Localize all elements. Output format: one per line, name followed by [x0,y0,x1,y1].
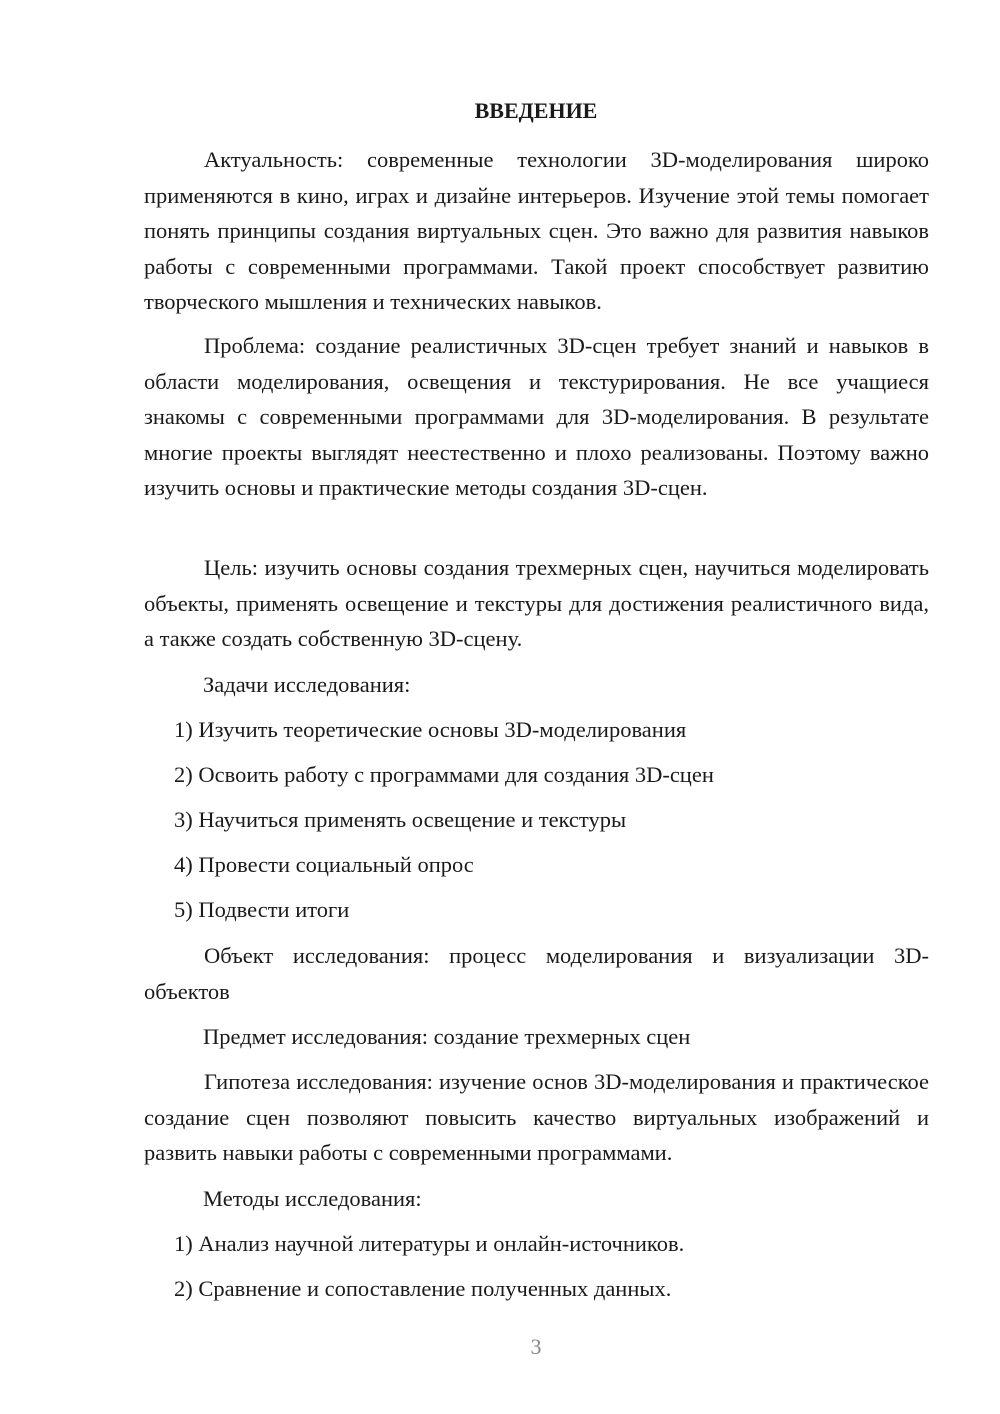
method-item: 2) Сравнение и сопоставление полученных данных. [174,1276,672,1301]
task-item: 2) Освоить работу с программами для создания 3D-сцен [174,762,714,787]
problem-paragraph: Проблема: создание реалистичных 3D-сцен требует знаний и навыков в области моделирования, освещения и текстурирования. Не все учащиеся знакомы с современными программами для 3D-моделирования. В результате многие проекты выглядят неестественно и плохо реализованы. Поэтому важно изучить основы и практические методы создания 3D-сцен. [144,333,929,500]
method-item: 1) Анализ научной литературы и онлайн-источников. [174,1231,685,1256]
methods-heading: Методы исследования: [203,1186,422,1211]
task-item: 3) Научиться применять освещение и текстуры [174,807,627,832]
task-item: 4) Провести социальный опрос [174,852,474,877]
task-item: 1) Изучить теоретические основы 3D-моделирования [174,717,687,742]
page-number: 3 [530,1334,542,1359]
relevance-paragraph: Актуальность: современные технологии 3D-моделирования широко применяются в кино, играх и дизайне интерьеров. Изучение этой темы помогает понять принципы создания виртуальных сцен. Это важно для развития навыков работы с современными программами. Такой проект способствует развитию творческого мышления и технических навыков. [144,147,929,314]
object-paragraph: Объект исследования: процесс моделирования и визуализации 3D-объектов [144,943,929,1004]
tasks-heading: Задачи исследования: [203,672,411,697]
goal-paragraph: Цель: изучить основы создания трехмерных сцен, научиться моделировать объекты, применять освещение и текстуры для достижения реалистичного вида, а также создать собственную 3D-сцену. [144,555,929,651]
hypothesis-paragraph: Гипотеза исследования: изучение основ 3D-моделирования и практическое создание сцен позволяют повысить качество виртуальных изображений и развить навыки работы с современными программами. [144,1069,929,1165]
section-title: ВВЕДЕНИЕ [474,98,598,123]
subject-paragraph: Предмет исследования: создание трехмерных сцен [203,1024,691,1049]
task-item: 5) Подвести итоги [174,897,350,922]
